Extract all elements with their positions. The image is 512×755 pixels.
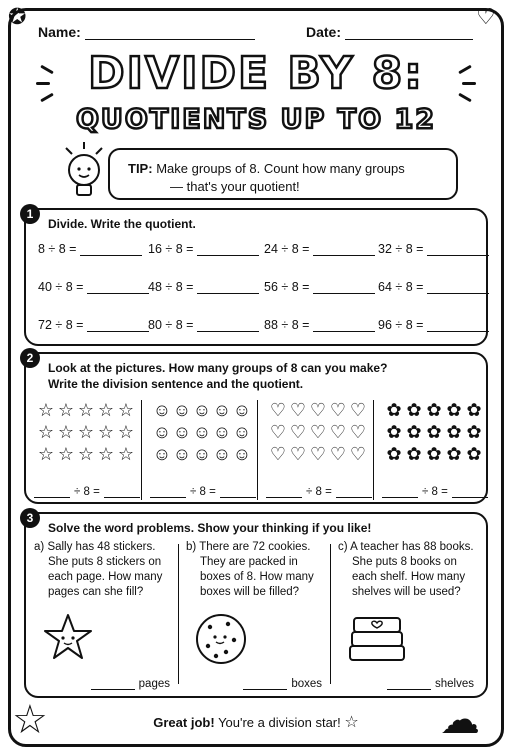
star-icon: ☆: [117, 400, 135, 420]
word-problem: [34, 540, 178, 690]
answer-blank[interactable]: [387, 689, 431, 690]
quotient-blank[interactable]: [452, 497, 488, 498]
problem-label: c): [338, 541, 348, 553]
heart-icon: ♡: [329, 400, 347, 420]
division-sentence[interactable]: [266, 486, 372, 498]
problem-text: 88 ÷ 8 =: [264, 318, 310, 332]
answer-blank[interactable]: [87, 293, 149, 294]
section-number: 2: [20, 348, 40, 368]
heart-icon: ♡: [349, 422, 367, 442]
problem-text: 48 ÷ 8 =: [148, 280, 194, 294]
problem-text: 96 ÷ 8 =: [378, 318, 424, 332]
smiley-icon: ☺: [232, 422, 252, 442]
smiley-icon: ☺: [232, 400, 252, 420]
picture-group: [26, 400, 142, 500]
section-word-problems: [24, 512, 488, 698]
heart-icon: ♡: [349, 444, 367, 464]
star-icon: ☆: [77, 444, 95, 464]
problem-text: 56 ÷ 8 =: [264, 280, 310, 294]
answer-unit: pages: [138, 678, 170, 690]
flower-icon: ✿: [466, 444, 482, 464]
section-title: Solve the word problems. Show your thinking if you like!: [48, 521, 372, 535]
section-title-1: Look at the pictures. How many groups of 8 can you make?: [48, 361, 388, 375]
smiley-icon: ☺: [152, 422, 172, 442]
quotient-blank[interactable]: [104, 497, 140, 498]
quotient-blank[interactable]: [220, 497, 256, 498]
heart-icon: ♡: [269, 400, 287, 420]
smiley-icon: ☺: [172, 422, 192, 442]
heart-icon: ♡: [349, 400, 367, 420]
star-character-icon: [42, 612, 94, 667]
problem-label: a): [34, 541, 45, 553]
star-character-icon: ☆: [12, 698, 48, 742]
answer-blank[interactable]: [91, 689, 135, 690]
problem-text: 80 ÷ 8 =: [148, 318, 194, 332]
smiley-icon: ☺: [192, 400, 212, 420]
flower-icon: ✿: [426, 422, 442, 442]
division-problem[interactable]: [378, 242, 489, 256]
footer-text: You're a division star!: [218, 715, 341, 730]
answer-blank[interactable]: [313, 293, 375, 294]
problem-text: There are 72 cookies.: [199, 541, 311, 553]
problem-text: 40 ÷ 8 =: [38, 280, 84, 294]
answer-blank[interactable]: [427, 293, 489, 294]
answer-blank[interactable]: [197, 293, 259, 294]
smiley-icon: ☺: [212, 400, 232, 420]
heart-icon: ♡: [289, 422, 307, 442]
footer-bold: Great job!: [153, 715, 215, 730]
sentence-text: ÷ 8 =: [422, 486, 448, 498]
smiley-icon: ☺: [172, 400, 192, 420]
cookie-icon: [194, 612, 248, 671]
date-label: Date:: [306, 24, 342, 40]
problem-text: Sally has 48 stickers.: [47, 541, 156, 553]
name-label: Name:: [38, 24, 81, 40]
dividend-blank[interactable]: [382, 497, 418, 498]
page-title: DIVIDE BY 8:: [88, 48, 424, 99]
problem-text: She puts 8 books on: [352, 556, 457, 568]
division-problem[interactable]: [264, 242, 375, 256]
smiley-icon: ☺: [232, 444, 252, 464]
problem-text: 8 ÷ 8 =: [38, 242, 77, 256]
flower-icon: ✿: [386, 444, 402, 464]
problem-text: boxes of 8. How many: [200, 571, 314, 583]
problem-text: 72 ÷ 8 =: [38, 318, 84, 332]
quotient-blank[interactable]: [336, 497, 372, 498]
smiley-icon: ☺: [212, 444, 232, 464]
star-icon: ☆: [97, 422, 115, 442]
picture-group: [142, 400, 258, 500]
star-icon: ☆: [37, 444, 55, 464]
answer-unit: boxes: [291, 678, 322, 690]
division-problem[interactable]: [378, 280, 489, 294]
flower-icon: ✿: [466, 422, 482, 442]
star-icon: ☆: [77, 400, 95, 420]
heart-icon: ♡: [289, 444, 307, 464]
section-number: 1: [20, 204, 40, 224]
star-badge-icon: ✪: [8, 4, 27, 29]
answer-field[interactable]: [387, 678, 474, 690]
star-icon: ☆: [97, 400, 115, 420]
problem-text: 16 ÷ 8 =: [148, 242, 194, 256]
problem-text: 64 ÷ 8 =: [378, 280, 424, 294]
sentence-text: ÷ 8 =: [306, 486, 332, 498]
heart-icon: ♡: [269, 422, 287, 442]
smiley-icon: ☺: [172, 444, 192, 464]
heart-icon: ♡: [309, 444, 327, 464]
tip-box: [108, 148, 458, 200]
smiley-icon: ☺: [212, 422, 232, 442]
smiley-icon: ☺: [192, 422, 212, 442]
division-problem[interactable]: [148, 242, 259, 256]
problem-text: They are packed in: [200, 556, 298, 568]
column-divider: [178, 544, 179, 684]
section-title-2: Write the division sentence and the quotient.: [48, 377, 304, 391]
division-problem[interactable]: [38, 280, 149, 294]
star-icon: ☆: [344, 714, 359, 731]
division-problem[interactable]: [378, 318, 489, 332]
problem-text: 24 ÷ 8 =: [264, 242, 310, 256]
answer-blank[interactable]: [87, 331, 149, 332]
problem-text: A teacher has 88 books.: [350, 541, 474, 553]
star-icon: ☆: [117, 444, 135, 464]
sentence-text: ÷ 8 =: [190, 486, 216, 498]
answer-blank[interactable]: [80, 255, 142, 256]
flower-icon: ✿: [406, 444, 422, 464]
problem-text: shelves will be used?: [352, 586, 461, 598]
flower-icon: ✿: [426, 400, 442, 420]
answer-blank[interactable]: [427, 255, 489, 256]
dividend-blank[interactable]: [34, 497, 70, 498]
division-problem[interactable]: [148, 318, 259, 332]
star-icon: ☆: [37, 400, 55, 420]
sentence-text: ÷ 8 =: [74, 486, 100, 498]
heart-icon: ♡: [309, 422, 327, 442]
date-field[interactable]: [306, 24, 473, 40]
flower-icon: ✿: [446, 400, 462, 420]
division-problem[interactable]: [264, 280, 375, 294]
problem-text: each page. How many: [48, 571, 163, 583]
heart-icon: ♡: [309, 400, 327, 420]
answer-blank[interactable]: [427, 331, 489, 332]
section-number: 3: [20, 508, 40, 528]
division-problem[interactable]: [38, 318, 149, 332]
problem-text: boxes will be filled?: [200, 586, 300, 598]
smiley-icon: ☺: [152, 444, 172, 464]
flower-icon: ✿: [386, 422, 402, 442]
tip-label: TIP:: [128, 161, 153, 176]
answer-unit: shelves: [435, 678, 474, 690]
problem-text: 32 ÷ 8 =: [378, 242, 424, 256]
answer-blank[interactable]: [313, 255, 375, 256]
cloud-icon: ☁: [440, 698, 480, 742]
tip-text-2: — that's your quotient!: [170, 179, 300, 194]
answer-blank[interactable]: [313, 331, 375, 332]
problem-text: She puts 8 stickers on: [48, 556, 162, 568]
heart-icon: ♡: [329, 422, 347, 442]
problem-text: each shelf. How many: [352, 571, 466, 583]
answer-field[interactable]: [243, 678, 322, 690]
name-field[interactable]: [38, 24, 255, 40]
section-pictures: [24, 352, 488, 504]
division-problem[interactable]: [38, 242, 142, 256]
flower-icon: ✿: [446, 444, 462, 464]
picture-group: [374, 400, 490, 500]
division-sentence[interactable]: [34, 486, 140, 498]
section-title: Divide. Write the quotient.: [48, 217, 196, 231]
flower-icon: ✿: [406, 400, 422, 420]
smiley-icon: ☺: [192, 444, 212, 464]
heart-icon: ♡: [329, 444, 347, 464]
flower-icon: ✿: [466, 400, 482, 420]
star-icon: ☆: [57, 422, 75, 442]
division-problem[interactable]: [148, 280, 259, 294]
section-divide: [24, 208, 488, 346]
division-sentence[interactable]: [382, 486, 488, 498]
answer-field[interactable]: [91, 678, 170, 690]
heart-icon: ♡: [476, 4, 496, 29]
dividend-blank[interactable]: [266, 497, 302, 498]
star-icon: ☆: [57, 400, 75, 420]
books-icon: [346, 612, 408, 669]
flower-icon: ✿: [426, 444, 442, 464]
flower-icon: ✿: [446, 422, 462, 442]
problem-label: b): [186, 541, 197, 553]
heart-icon: ♡: [269, 444, 287, 464]
picture-group: [258, 400, 374, 500]
dividend-blank[interactable]: [150, 497, 186, 498]
star-icon: ☆: [117, 422, 135, 442]
smiley-icon: ☺: [152, 400, 172, 420]
flower-icon: ✿: [386, 400, 402, 420]
column-divider: [330, 544, 331, 684]
problem-text: pages can she fill?: [48, 586, 144, 598]
footer-message: [0, 712, 512, 732]
answer-blank[interactable]: [197, 331, 259, 332]
page-subtitle: QUOTIENTS UP TO 12: [75, 104, 437, 135]
lightbulb-icon: [58, 140, 110, 202]
word-problem: [186, 540, 330, 690]
word-problem: [338, 540, 482, 690]
star-icon: ☆: [57, 444, 75, 464]
answer-blank[interactable]: [197, 255, 259, 256]
tip-text-1: Make groups of 8. Count how many groups: [156, 161, 405, 176]
heart-icon: ♡: [289, 400, 307, 420]
division-problem[interactable]: [264, 318, 375, 332]
star-icon: ☆: [77, 422, 95, 442]
flower-icon: ✿: [406, 422, 422, 442]
division-sentence[interactable]: [150, 486, 256, 498]
star-icon: ☆: [97, 444, 115, 464]
star-icon: ☆: [37, 422, 55, 442]
answer-blank[interactable]: [243, 689, 287, 690]
